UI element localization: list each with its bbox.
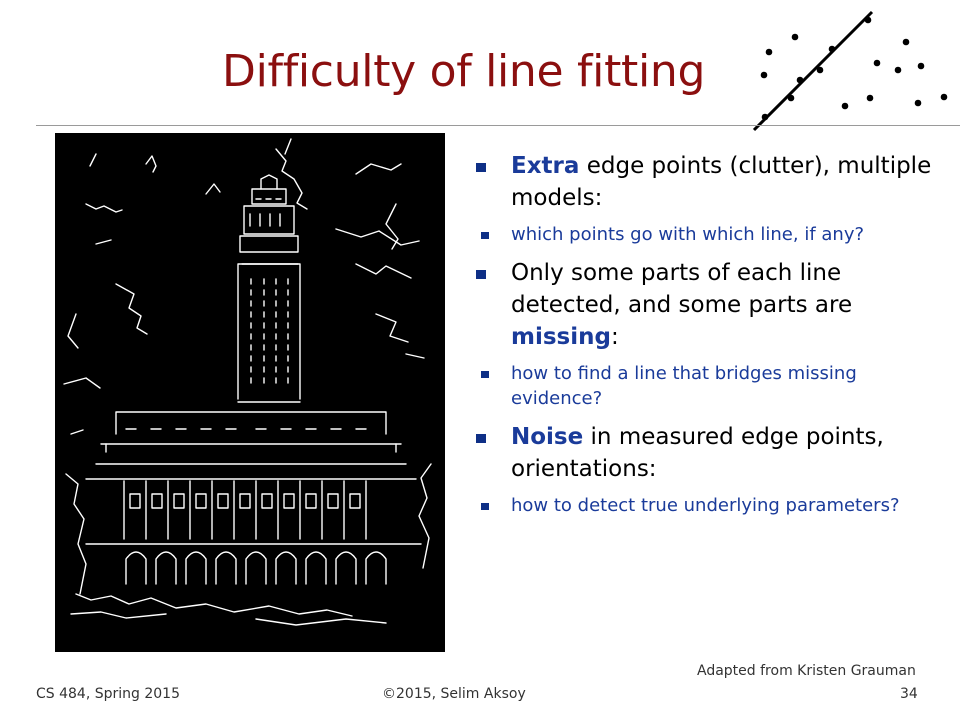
sub-bullet-true-parameters bbox=[434, 493, 934, 518]
keyword-noise: Noise bbox=[511, 424, 584, 450]
edge-map-image bbox=[55, 133, 445, 652]
sub-bullet-bridge-evidence bbox=[434, 361, 934, 411]
bullet-text: edge points (clutter), multiple models: bbox=[511, 153, 932, 211]
sub-bullet-which-points bbox=[434, 222, 934, 247]
bullet-list bbox=[474, 150, 934, 528]
bullet-missing-parts bbox=[474, 257, 934, 353]
bullet-extra-edge-points bbox=[474, 150, 934, 214]
keyword-missing: missing bbox=[511, 324, 611, 350]
slide-number: 34 bbox=[900, 686, 918, 702]
footer-course: CS 484, Spring 2015 bbox=[36, 686, 180, 702]
bullet-text-end: : bbox=[610, 324, 619, 350]
bullet-text: Only some parts of each line detected, and some parts are bbox=[511, 260, 853, 318]
bullet-noise bbox=[474, 421, 934, 485]
bullet-square-icon bbox=[476, 163, 486, 172]
bullet-square-icon bbox=[476, 434, 486, 443]
source-credit: Adapted from Kristen Grauman bbox=[697, 663, 916, 679]
sub-bullet-text: how to detect true underlying parameters? bbox=[511, 495, 900, 516]
sub-bullet-square-icon bbox=[481, 232, 489, 239]
sub-bullet-square-icon bbox=[481, 503, 489, 510]
slide-title: Difficulty of line fitting bbox=[222, 46, 706, 97]
sub-bullet-square-icon bbox=[481, 371, 489, 378]
footer-copyright: ©2015, Selim Aksoy bbox=[382, 686, 526, 702]
edge-detected-tower-image bbox=[56, 134, 444, 651]
keyword-extra: Extra bbox=[511, 153, 580, 179]
bullet-square-icon bbox=[476, 270, 486, 279]
sub-bullet-text: how to find a line that bridges missing evidence? bbox=[511, 363, 857, 409]
line-fitting-illustration-icon bbox=[740, 0, 960, 135]
bullet-text: in measured edge points, orientations: bbox=[511, 424, 884, 482]
title-divider bbox=[36, 125, 960, 126]
sub-bullet-text: which points go with which line, if any? bbox=[511, 224, 865, 245]
